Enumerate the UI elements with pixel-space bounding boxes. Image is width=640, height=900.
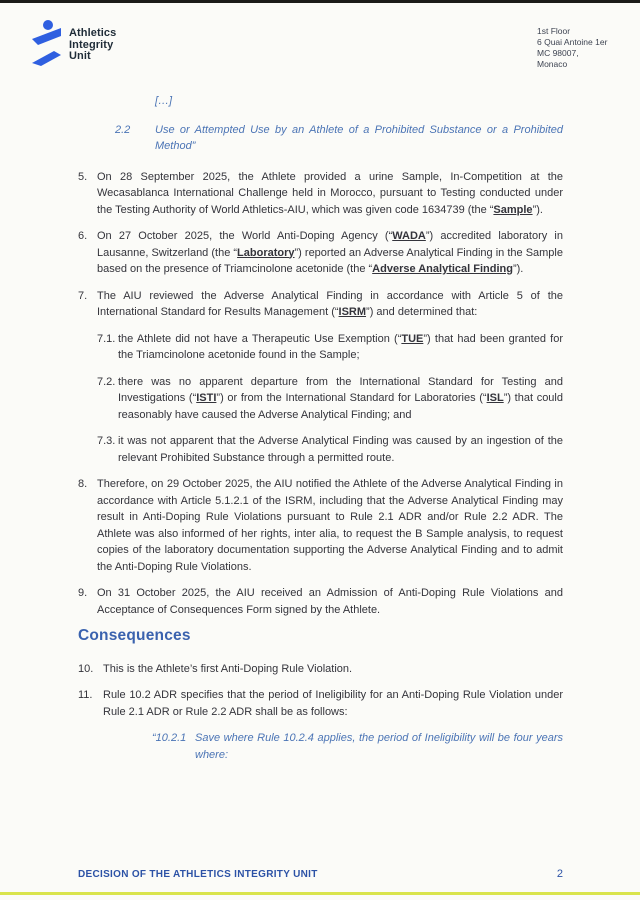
defined-term: WADA: [392, 230, 426, 242]
quote-ellipsis: […]: [155, 95, 173, 107]
text-run: On 28 September 2025, the Athlete provided a urine Sample, In-Competition at the Wecasablanca International Challenge held in Morocco, pursuant to Testing conducted under the Testing Authority of World Athletics-AIU, which was given code 1634739 (the “: [97, 170, 563, 216]
page-footer: [78, 868, 563, 880]
numbered-paragraph: [78, 585, 563, 618]
sub-paragraph: [97, 331, 563, 364]
bottom-edge-strip: [0, 892, 640, 895]
paragraph-number: 11.: [78, 689, 93, 701]
page-number: 2: [556, 868, 563, 880]
numbered-paragraph: [78, 288, 563, 321]
footer-title: DECISION OF THE ATHLETICS INTEGRITY UNIT: [78, 869, 318, 880]
defined-term: Adverse Analytical Finding: [372, 263, 513, 275]
text-run: ”) accredited laboratory in Lausanne, Switzerland (the “: [97, 230, 563, 259]
quote-number: 2.2: [115, 123, 131, 136]
text-run: ”) that could reasonably have caused the Adverse Analytical Finding; and: [118, 392, 563, 421]
defined-term: ISL: [486, 392, 504, 404]
defined-term: ISTI: [196, 392, 217, 404]
address-line-2: 6 Quai Antoine 1er: [537, 37, 608, 47]
paragraph-number: 5.: [78, 170, 88, 183]
address-block: [537, 26, 608, 70]
paragraph-text: [97, 585, 563, 618]
numbered-paragraph: [78, 228, 563, 278]
paragraph-text: [97, 228, 563, 278]
quoted-rule-item: [115, 122, 563, 155]
document-content: [78, 93, 563, 763]
text-run: it was not apparent that the Adverse Analytical Finding was caused by an ingestion of the relevant Prohibited Substance through a permitted route.: [118, 435, 563, 464]
paragraph-number: 9.: [78, 587, 88, 599]
paragraph-number: 7.: [78, 289, 88, 302]
top-edge-strip: [0, 0, 640, 3]
text-run: the Athlete did not have a Therapeutic Use Exemption (“: [118, 332, 402, 345]
quote-text: Use or Attempted Use by an Athlete of a Prohibited Substance or a Prohibited Method”: [155, 123, 563, 152]
logo-line-3: Unit: [69, 50, 91, 62]
section-heading: Consequences: [78, 627, 191, 644]
text-run: ”) or from the International Standard for Laboratories (“: [216, 392, 487, 404]
defined-term: ISRM: [338, 306, 367, 318]
sub-paragraph: [97, 374, 563, 424]
paragraph-number: 7.2.: [97, 375, 116, 388]
paragraph-number: 10.: [78, 662, 94, 675]
quote-number: “10.2.1: [152, 732, 187, 744]
text-run: ”).: [512, 263, 524, 275]
sub-paragraph: [97, 433, 563, 466]
defined-term: TUE: [401, 332, 424, 345]
paragraph-text: [118, 331, 563, 364]
paragraph-text: [118, 374, 563, 424]
paragraph-number: 8.: [78, 478, 88, 490]
logo-line-1: Athletics: [69, 27, 117, 39]
text-run: On 31 October 2025, the AIU received an Admission of Anti-Doping Rule Violations and Acceptance of Consequences Form signed by the Athlete.: [97, 587, 563, 616]
paragraph-text: [103, 661, 563, 678]
logo-line-2: Integrity: [69, 38, 114, 51]
aiu-logo: [32, 20, 116, 66]
text-run: This is the Athlete’s first Anti-Doping Rule Violation.: [103, 662, 353, 675]
paragraph-text: [97, 288, 563, 321]
defined-term: Laboratory: [237, 246, 295, 259]
paragraph-number: 6.: [78, 230, 88, 242]
numbered-paragraph: [78, 169, 563, 219]
paragraph-number: 7.3.: [97, 435, 116, 447]
letterhead: [32, 18, 608, 78]
quote-text: Save where Rule 10.2.4 applies, the period of Ineligibility will be four years where:: [195, 732, 563, 761]
paragraph-text: [118, 433, 563, 466]
quoted-rule-ref: [152, 730, 563, 763]
paragraph-text: [97, 476, 563, 575]
text-run: Therefore, on 29 October 2025, the AIU notified the Athlete of the Adverse Analytical Finding in accordance with Article 5.1.2.1 of the ISRM, including that the Adverse Analytical Finding may result in Anti-Doping Rule Violations pursuant to Rule 2.1 ADR and/or Rule 2.2 ADR. The Athlete was also informed of her rights, inter alia, to request the B Sample analysis, to request copies of the laboratory documentation supporting the Adverse Analytical Finding and to admit the Anti-Doping Rule Violations.: [97, 478, 563, 573]
paragraph-number: 7.1.: [97, 332, 116, 345]
text-run: ”) and determined that:: [366, 306, 478, 318]
numbered-paragraph: [78, 661, 563, 678]
aiu-runner-icon: [32, 20, 62, 66]
paragraph-text: [97, 169, 563, 219]
text-run: The AIU reviewed the Adverse Analytical Finding in accordance with Article 5 of the International Standard for Results Management (“: [97, 289, 563, 318]
text-run: ”) reported an Adverse Analytical Finding in the Sample based on the presence of Triamcinolone acetonide (the “: [97, 246, 563, 275]
text-run: ”) that had been granted for the Triamcinolone acetonide found in the Sample;: [118, 332, 563, 361]
defined-term: Sample: [493, 203, 533, 216]
text-run: On 27 October 2025, the World Anti-Doping Agency (“: [97, 230, 393, 242]
address-line-3: MC 98007, Monaco: [537, 48, 579, 69]
text-run: there was no apparent departure from the International Standard for Testing and Investigations (“: [118, 375, 563, 404]
numbered-paragraph: [78, 687, 563, 720]
paragraph-text: [103, 687, 563, 720]
numbered-paragraph: [78, 476, 563, 575]
text-run: Rule 10.2 ADR specifies that the period of Ineligibility for an Anti-Doping Rule Violation under Rule 2.1 ADR or Rule 2.2 ADR shall be as follows:: [103, 689, 563, 718]
address-line-1: 1st Floor: [537, 26, 571, 36]
logo-wordmark: [69, 20, 116, 63]
text-run: ”).: [532, 203, 543, 216]
